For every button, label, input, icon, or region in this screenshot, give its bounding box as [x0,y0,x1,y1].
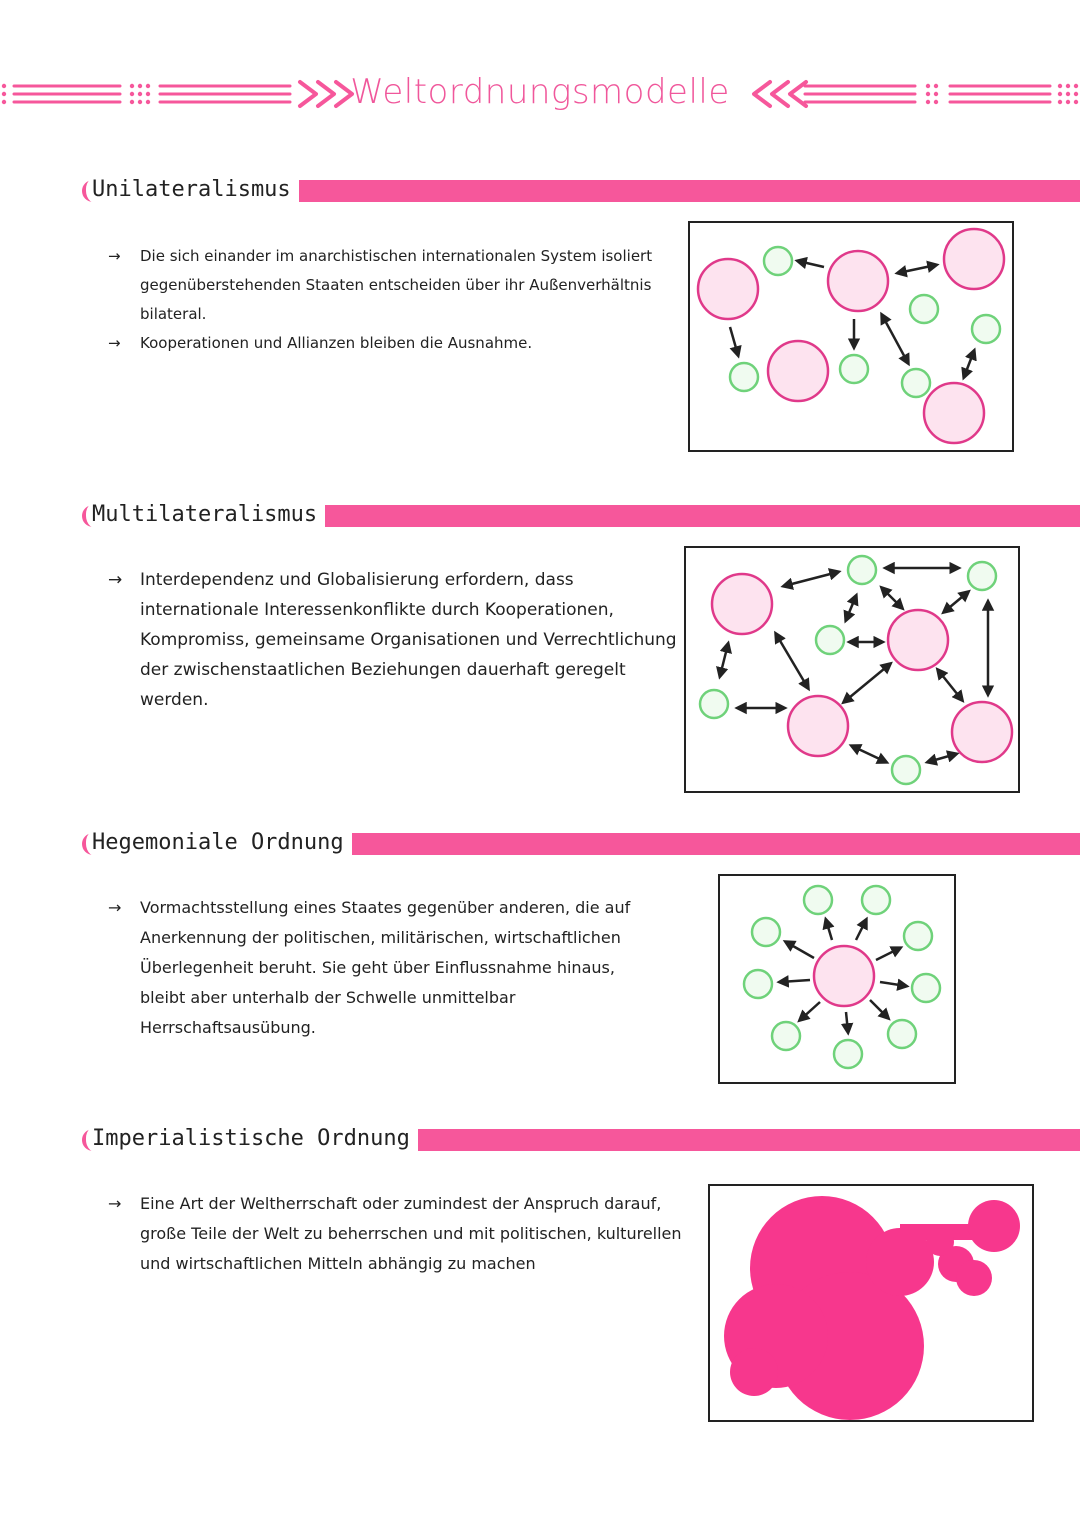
bullet-item [108,242,668,329]
bullet-text: Interdependenz und Globalisierung erfordern, dass internationale Interessenkonflikte durch Kooperationen, Kompromiss, gemeinsame Organisationen und Verrechtlichung der zwischenstaatlichen Beziehungen dauerhaft geregelt werden. [140,570,677,710]
bullet-item [108,1189,683,1279]
small-state-circle [912,974,940,1002]
bullet-text: Vormachtsstellung eines Staates gegenüber anderen, die auf Anerkennung der politischen, militärischen, wirtschaftlichen Überlegenheit beruht. Sie geht über Einflussnahme hinaus, bleibt aber unterhalb der Schwelle unmittelbar Herrschaftsausübung. [140,898,631,1037]
bullet-text: Kooperationen und Allianzen bleiben die Ausnahme. [140,334,533,352]
small-state-circle [968,562,996,590]
arrow-icon: → [108,247,121,265]
section-heading: Unilateralismus [86,175,299,205]
small-state-circle [888,1020,916,1048]
state-circle [828,251,888,311]
arrow-icon: → [108,898,122,917]
state-circle [712,574,772,634]
small-state-circle [840,355,868,383]
diagram-graphic [686,548,1018,791]
bullet-item [108,893,648,1043]
small-state-circle [744,970,772,998]
hegemon-circle [814,946,874,1006]
small-state-circle [816,626,844,654]
small-state-circle [804,886,832,914]
small-state-circle [972,315,1000,343]
state-circle [888,610,948,670]
small-state-circle [910,295,938,323]
small-state-circle [892,756,920,784]
diagram-graphic [690,223,1012,450]
state-circle [952,702,1012,762]
small-state-circle [904,922,932,950]
diagram-graphic [710,1186,1032,1420]
hegemonial-diagram [718,874,956,1084]
small-state-circle [772,1022,800,1050]
small-state-circle [834,1040,862,1068]
section-heading: Hegemoniale Ordnung [86,828,352,858]
state-circle [768,341,828,401]
arrow-icon: → [108,334,121,352]
small-state-circle [700,690,728,718]
page-title: Weltordnungsmodelle [350,72,730,112]
title-banner [0,64,1080,134]
arrow-icon: → [108,570,123,590]
small-state-circle [730,363,758,391]
multilateral-diagram [684,546,1020,793]
section-heading: Multilateralismus [86,500,325,530]
arrow-icon: → [108,1194,122,1213]
state-circle [698,259,758,319]
bullet-item [108,565,678,715]
state-circle [788,696,848,756]
small-state-circle [752,918,780,946]
state-circle [924,383,984,443]
bullet-list [108,893,648,1043]
bullet-text: Die sich einander im anarchistischen internationalen System isoliert gegenüberstehenden Staaten entscheiden über ihr Außenverhältnis bilateral. [140,247,653,323]
bullet-text: Eine Art der Weltherrschaft oder zumindest der Anspruch darauf, große Teile der Welt zu beherrschen und mit politischen, kulturellen und wirtschaftlichen Mitteln abhängig zu machen [140,1194,682,1273]
bullet-list [108,565,678,715]
unilateral-diagram [688,221,1014,452]
small-state-circle [902,369,930,397]
small-state-circle [848,556,876,584]
imperialist-diagram [708,1184,1034,1422]
small-state-circle [764,247,792,275]
state-circle [944,229,1004,289]
bullet-item [108,329,668,358]
bullet-list [108,242,668,358]
diagram-graphic [720,876,954,1082]
bullet-list [108,1189,683,1279]
empire-blob [724,1196,1020,1420]
small-state-circle [862,886,890,914]
section-heading: Imperialistische Ordnung [86,1124,418,1154]
